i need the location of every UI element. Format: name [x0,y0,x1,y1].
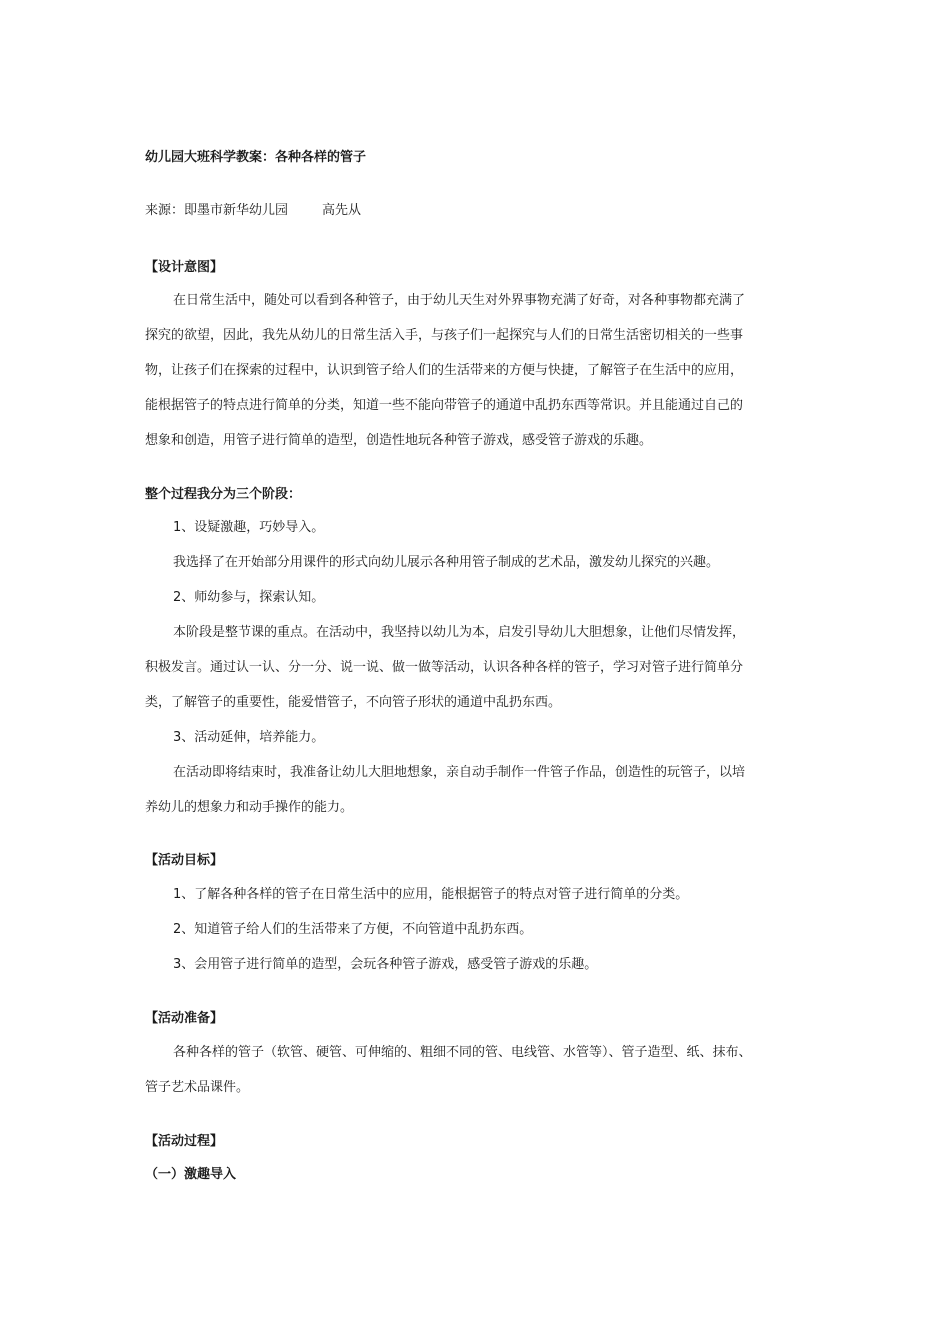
prep-line: 各种各样的管子（软管、硬管、可伸缩的、粗细不同的管、电线管、水管等）、管子造型、纸、抹布、 [173,1045,752,1060]
stage1-text: 我选择了在开始部分用课件的形式向幼儿展示各种用管子制成的艺术品，激发幼儿探究的兴趣。 [173,555,720,570]
goal-item: 3、会用管子进行简单的造型，会玩各种管子游戏，感受管子游戏的乐趣。 [173,957,598,972]
prep-line: 管子艺术品课件。 [145,1080,250,1095]
design-line: 物，让孩子们在探索的过程中，认识到管子给人们的生活带来的方便与快捷，了解管子在生活中的应用， [145,363,744,378]
prep-heading: 【活动准备】 [145,1011,224,1026]
document-source [145,202,361,220]
goal-item: 2、知道管子给人们的生活带来了方便，不向管道中乱扔东西。 [173,922,533,937]
document-title: 幼儿园大班科学教案：各种各样的管子 [145,150,367,165]
stage3-line: 在活动即将结束时，我准备让幼儿大胆地想象，亲自动手制作一件管子作品，创造性的玩管子，以培 [173,765,746,780]
stages-heading: 整个过程我分为三个阶段： [145,487,302,502]
source-author: 高先从 [322,203,362,218]
goals-heading: 【活动目标】 [145,853,224,868]
process-subheading: （一）激趣导入 [145,1167,237,1182]
stage2-line: 本阶段是整节课的重点。在活动中，我坚持以幼儿为本，启发引导幼儿大胆想象，让他们尽情发挥， [173,625,746,640]
stage2-title: 2、师幼参与，探索认知。 [173,590,325,605]
stage2-line: 积极发言。通过认一认、分一分、说一说、做一做等活动，认识各种各样的管子，学习对管子进行简单分 [145,660,744,675]
source-label: 来源：即墨市新华幼儿园 [145,203,289,218]
stage1-title: 1、设疑激趣，巧妙导入。 [173,520,325,535]
design-line: 能根据管子的特点进行简单的分类，知道一些不能向带管子的通道中乱扔东西等常识。并且能通过自己的 [145,398,744,413]
goal-item: 1、了解各种各样的管子在日常生活中的应用，能根据管子的特点对管子进行简单的分类。 [173,887,689,902]
design-line: 在日常生活中，随处可以看到各种管子，由于幼儿天生对外界事物充满了好奇，对各种事物都充满了 [173,293,746,308]
stage3-title: 3、活动延伸，培养能力。 [173,730,325,745]
design-line: 探究的欲望，因此，我先从幼儿的日常生活入手，与孩子们一起探究与人们的日常生活密切相关的一些事 [145,328,744,343]
stage3-line: 养幼儿的想象力和动手操作的能力。 [145,800,354,815]
stage2-line: 类，了解管子的重要性，能爱惜管子，不向管子形状的通道中乱扔东西。 [145,695,562,710]
design-heading: 【设计意图】 [145,260,224,275]
design-line: 想象和创造，用管子进行简单的造型，创造性地玩各种管子游戏，感受管子游戏的乐趣。 [145,433,653,448]
process-heading: 【活动过程】 [145,1134,224,1149]
